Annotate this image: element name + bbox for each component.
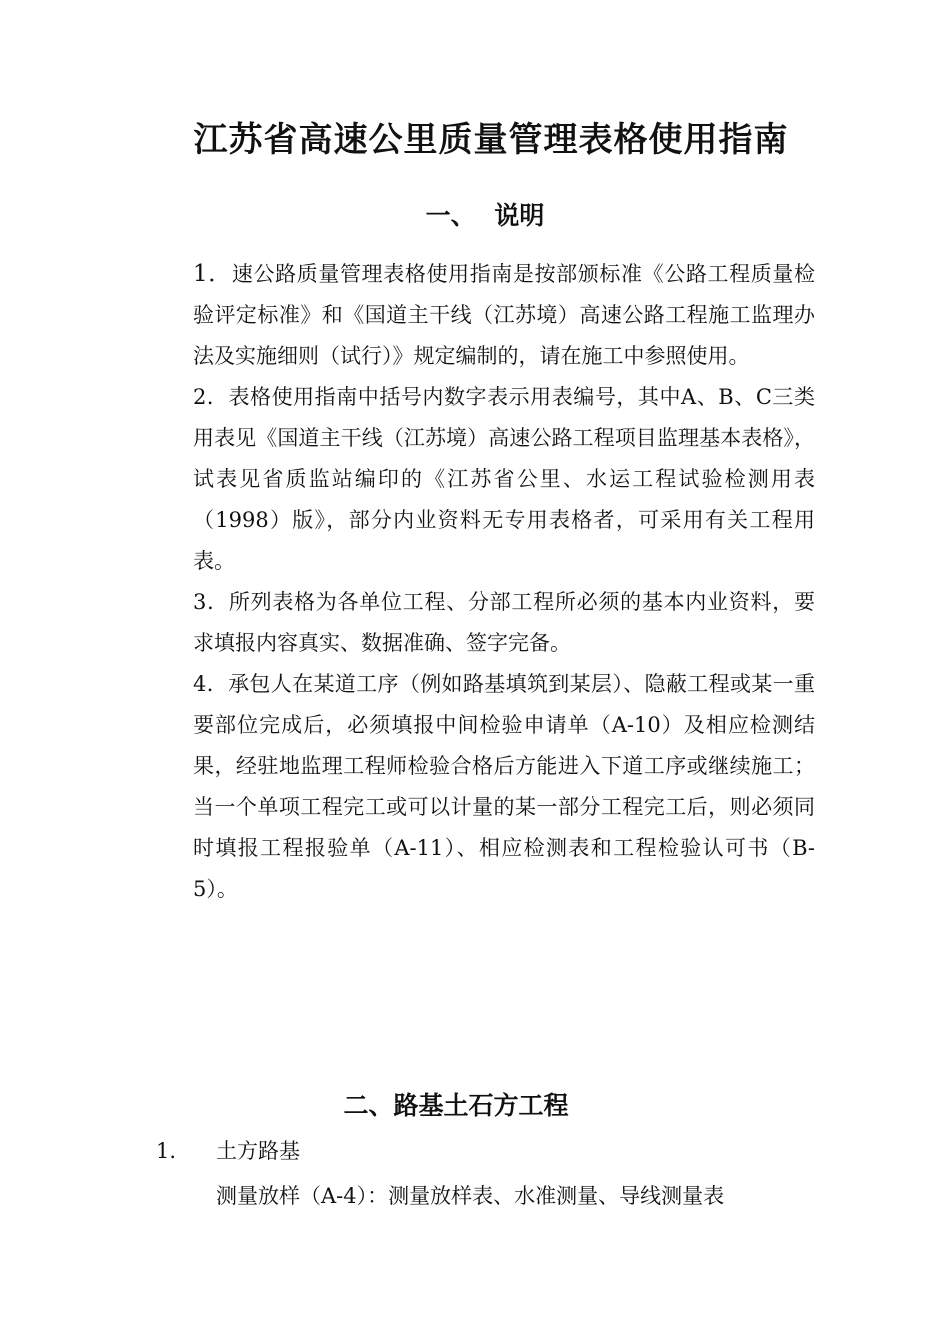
instruction-paragraph-3 xyxy=(193,582,815,664)
section-heading-subgrade-earthworks: 二、路基土石方工程 xyxy=(343,1091,569,1120)
list-item xyxy=(156,1133,300,1169)
paragraph-number: 2． xyxy=(193,385,229,409)
list-item-detail: 测量放样（A-4）：测量放样表、水准测量、导线测量表 xyxy=(216,1184,725,1208)
paragraph-text: 承包人在某道工序（例如路基填筑到某层）、隐蔽工程或某一重要部位完成后，必须填报中间检验申请单（A-10）及相应检测结果，经驻地监理工程师检验合格后方能进入下道工序或继续施工；当一个单项工程完工或可以计量的某一部分工程完工后，则必须同时填报工程报验单（A-11）、相应检测表和工程检验认可书（B-5）。 xyxy=(193,672,815,901)
instruction-paragraph-2 xyxy=(193,377,815,582)
paragraph-text: 速公路质量管理表格使用指南是按部颁标准《公路工程质量检验评定标准》和《国道主干线（江苏境）高速公路工程施工监理办法及实施细则（试行）》规定编制的，请在施工中参照使用。 xyxy=(193,262,815,368)
instructions-body xyxy=(193,254,815,910)
list-item-label: 土方路基 xyxy=(216,1139,300,1163)
paragraph-number: 1． xyxy=(193,261,232,287)
instruction-paragraph-4 xyxy=(193,664,815,910)
instruction-paragraph-1 xyxy=(193,254,815,377)
paragraph-text: 所列表格为各单位工程、分部工程所必须的基本内业资料，要求填报内容真实、数据准确、签字完备。 xyxy=(193,590,815,655)
document-title: 江苏省高速公里质量管理表格使用指南 xyxy=(193,120,789,160)
list-item-number: 1. xyxy=(156,1139,177,1163)
paragraph-number: 4． xyxy=(193,672,229,696)
paragraph-text: 表格使用指南中括号内数字表示用表编号，其中A、B、C三类用表见《国道主干线（江苏境）高速公路工程项目监理基本表格》，试表见省质监站编印的《江苏省公里、水运工程试验检测用表（1998）版》，部分内业资料无专用表格者，可采用有关工程用表。 xyxy=(193,385,815,573)
section-heading-instructions: 一、 说明 xyxy=(425,201,545,230)
paragraph-number: 3． xyxy=(193,590,229,614)
